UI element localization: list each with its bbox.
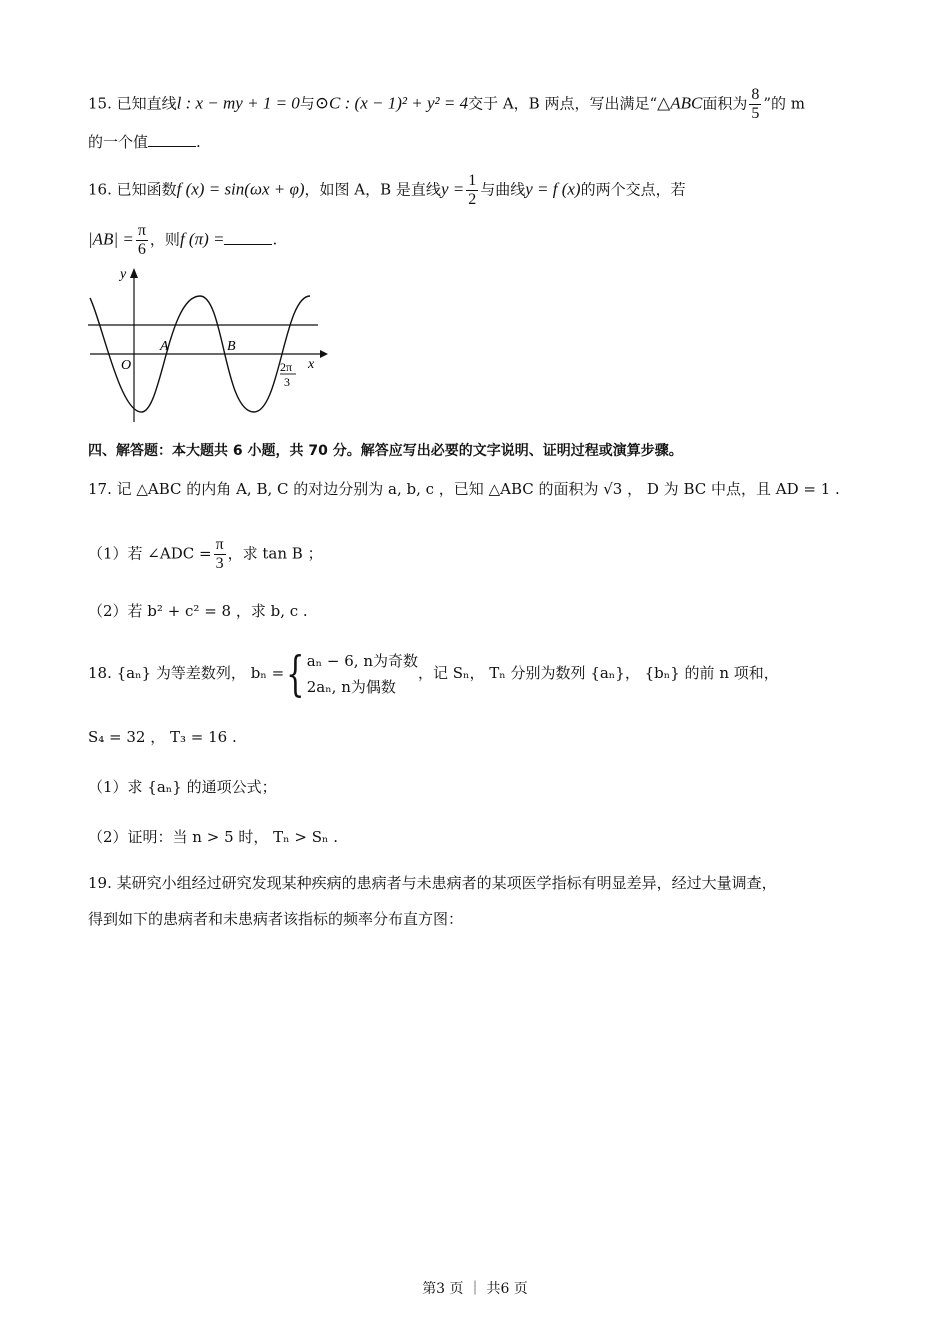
q16-with-curve: 与曲线 xyxy=(480,180,526,199)
q16-ab: |AB| = xyxy=(88,229,134,249)
q18-part1: （1）求 {aₙ} 的通项公式； xyxy=(88,778,277,796)
tick-2pi-den: 3 xyxy=(284,375,290,389)
q15-fraction xyxy=(749,86,761,123)
q16-half-num: 1 xyxy=(468,172,477,189)
q16-fpi: f (π) = xyxy=(179,229,225,249)
q16-answer-blank xyxy=(224,230,272,245)
q15-area-text: 面积为 xyxy=(702,94,748,113)
x-axis-arrow xyxy=(320,350,328,358)
q18-case-odd: aₙ − 6, n为奇数 xyxy=(306,652,418,670)
q15-line2: 的一个值 . xyxy=(88,133,201,151)
q17-part2: （2）若 b² + c² = 8 ，求 b, c . xyxy=(88,602,308,620)
q15-circle-equation: ⊙C : (x − 1)² + y² = 4 xyxy=(314,93,469,113)
q16-y-eq: y = xyxy=(440,179,465,199)
q17-p1-pre: （1）若 ∠ADC = xyxy=(88,544,212,563)
q18-bn: bₙ = xyxy=(250,664,285,682)
q16-pi6-den: 6 xyxy=(137,241,146,258)
q17-line1: 17. 记 △ABC 的内角 A, B, C 的对边分别为 a, b, c ，已知 △ABC 的面积为 √3 ， D 为 BC 中点，且 AD = 1 . xyxy=(88,480,840,498)
q15-answer-blank xyxy=(148,132,196,147)
section-header: 四、解答题：本大题共 6 小题，共 70 分。解答应写出必要的文字说明、证明过程或演算步骤。 xyxy=(88,443,683,459)
page-footer: 第3 页 ｜ 共6 页 xyxy=(422,1281,528,1297)
point-a-label: A xyxy=(160,339,169,354)
q18-label: 18. xyxy=(88,664,112,682)
q17-p1-fraction xyxy=(214,536,226,573)
q15-frac-num: 8 xyxy=(751,86,760,103)
q18-line2: S₄ = 32 ， T₃ = 16 . xyxy=(88,728,237,746)
q15-text-end: ”的 m xyxy=(763,94,806,113)
q16-line2: |AB| = $\frac{\pi}{6}$ ，则f (π) = . xyxy=(88,222,278,258)
q16-line1 xyxy=(88,172,686,209)
q15-text-mid: 交于 A，B 两点，写出满足“ xyxy=(468,94,658,113)
point-b-label: B xyxy=(227,339,236,354)
q15-line2-text: 的一个值 xyxy=(88,133,149,151)
q17-p1-num: π xyxy=(215,536,224,553)
q18-cases xyxy=(307,648,418,700)
q16-half-den: 2 xyxy=(468,191,477,208)
q19-line2: 得到如下的患病者和未患病者该指标的频率分布直方图： xyxy=(88,910,464,928)
q15-line-equation: l : x − my + 1 = 0 xyxy=(176,93,300,113)
q15-line1 xyxy=(88,86,805,123)
q18-brace: { xyxy=(286,646,305,702)
q16-sine-graph xyxy=(84,262,334,427)
q16-then: ，则 xyxy=(149,230,180,249)
y-axis-label: y xyxy=(120,267,127,282)
tick-2pi-num: 2π xyxy=(280,360,293,374)
q16-pi6-num: π xyxy=(137,222,146,239)
q16-half xyxy=(466,172,478,209)
q16-label: 16. 已知函数 xyxy=(88,180,177,199)
q15-with: 与 xyxy=(299,94,315,113)
q17-p1-end: ，求 tan B ； xyxy=(227,544,323,563)
q16-text-mid: ，如图 A，B 是直线 xyxy=(304,180,441,199)
q19-line1: 19. 某研究小组经过研究发现某种疾病的患病者与未患病者的某项医学指标有明显差异，经过大量调查， xyxy=(88,874,777,892)
q18-an: {aₙ} 为等差数列， xyxy=(116,664,246,682)
q15-triangle: △ABC xyxy=(657,93,703,113)
x-axis-label: x xyxy=(308,357,315,372)
q16-curve: y = f (x) xyxy=(525,179,581,199)
q18-post: ，记 Sₙ， Tₙ 分别为数列 {aₙ}， {bₙ} 的前 n 项和， xyxy=(417,664,779,682)
y-axis-arrow xyxy=(130,268,138,278)
q16-function: f (x) = sin(ωx + φ) xyxy=(176,179,305,199)
q18-part2: （2）证明：当 n > 5 时， Tₙ > Sₙ . xyxy=(88,828,339,846)
q17-part1 xyxy=(88,536,323,573)
q15-frac-den: 5 xyxy=(751,105,760,122)
origin-label: O xyxy=(121,358,132,373)
q16-pi6 xyxy=(136,222,148,259)
q18-line1 xyxy=(88,648,779,700)
q16-text-end: 的两个交点，若 xyxy=(580,180,686,199)
q17-p1-den: 3 xyxy=(215,555,224,572)
q15-label: 15. 已知直线 xyxy=(88,94,177,113)
q18-case-even: 2aₙ, n为偶数 xyxy=(306,678,396,696)
